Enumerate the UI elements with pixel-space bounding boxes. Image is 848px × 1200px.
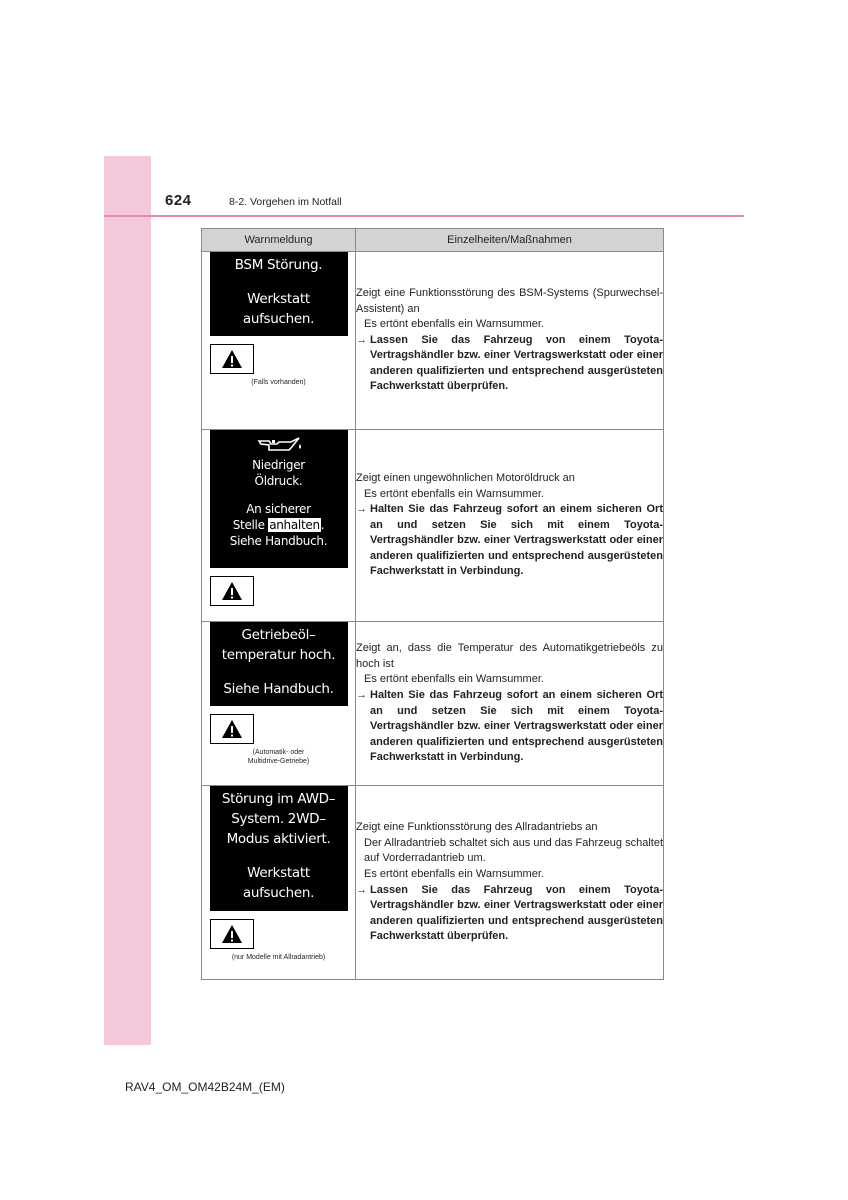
display-line: Siehe Handbuch. (229, 534, 328, 548)
display-line: Modus aktiviert. (226, 831, 331, 847)
chapter-tab-band (104, 156, 151, 1045)
display-line: An sicherer (246, 502, 311, 516)
display-line: Öldruck. (254, 474, 303, 488)
warning-triangle-icon (210, 714, 254, 744)
document-code: RAV4_OM_OM42B24M_(EM) (125, 1080, 285, 1094)
action-text: → Lassen Sie das Fahrzeug von einem Toyota-Vertragshändler bzw. einer Vertragswerkstatt oder einer anderen qualifizierten und entsprechend ausgerüsteten Fachwerkstatt überprüfen. (356, 883, 663, 943)
table-row (202, 252, 664, 430)
arrow-icon: → (356, 688, 367, 701)
page-number: 624 (165, 192, 192, 209)
table-header-row (202, 229, 664, 252)
description-text: Zeigt eine Funktionsstörung des Allradantriebs an (356, 821, 598, 834)
description-text: Zeigt einen ungewöhnlichen Motoröldruck an (356, 471, 575, 484)
action-text: → Halten Sie das Fahrzeug sofort an einem sicheren Ort an und setzen Sie sich mit einem Toyota-Vertragshändler bzw. einer Vertragswerkstatt oder einer anderen qualifizierten und entsprechend ausgerüsteten Fachwerkstatt in Verbindung. (356, 503, 663, 578)
arrow-icon: → (356, 333, 367, 346)
display-message (210, 622, 348, 706)
table-row (202, 622, 664, 786)
display-message (210, 252, 348, 336)
action-text: → Lassen Sie das Fahrzeug von einem Toyota-Vertragshändler bzw. einer Vertragswerkstatt oder einer anderen qualifizierten und entsprechend ausgerüsteten Fachwerkstatt überprüfen. (356, 333, 663, 393)
details-cell (356, 786, 664, 980)
action-text: → Halten Sie das Fahrzeug sofort an einem sicheren Ort an und setzen Sie sich mit einem Toyota-Vertragshändler bzw. einer Vertragswerkstatt oder einer anderen qualifizierten und entsprechend ausgerüsteten Fachwerkstatt in Verbindung. (356, 688, 663, 764)
warning-cell (202, 252, 356, 430)
arrow-icon: → (356, 503, 367, 516)
column-header-warning: Warnmeldung (202, 229, 356, 252)
sub-text: Der Allradantrieb schaltet sich aus und das Fahrzeug schaltet auf Vorderradantrieb um. (364, 836, 663, 865)
table-row (202, 430, 664, 622)
availability-note: (Automatik- oder Multidrive-Getriebe) (247, 749, 310, 765)
sub-text: Es ertönt ebenfalls ein Warnsummer. (364, 318, 544, 331)
availability-note: (Falls vorhanden) (251, 379, 306, 386)
display-line: Siehe Handbuch. (223, 681, 334, 697)
sub-text: Es ertönt ebenfalls ein Warnsummer. (364, 673, 544, 686)
display-line: Getriebeöl– (241, 627, 316, 643)
display-line: Werkstatt (247, 865, 310, 881)
description-text: Zeigt an, dass die Temperatur des Automatikgetriebeöls zu hoch ist (356, 642, 663, 670)
display-message (210, 430, 348, 568)
details-cell (356, 252, 664, 430)
warning-cell (202, 786, 356, 980)
warning-triangle-icon (210, 919, 254, 949)
display-line: temperatur hoch. (221, 647, 336, 663)
display-line: aufsuchen. (242, 885, 315, 901)
availability-note: (nur Modelle mit Allradantrieb) (231, 954, 326, 961)
section-title: 8-2. Vorgehen im Notfall (229, 196, 342, 208)
header-rule (104, 215, 744, 217)
oil-can-icon (210, 435, 348, 457)
sub-text: Es ertönt ebenfalls ein Warnsummer. (364, 867, 544, 880)
display-message (210, 786, 348, 911)
warning-cell (202, 430, 356, 622)
warning-triangle-icon (210, 576, 254, 606)
column-header-details: Einzelheiten/Maßnahmen (356, 229, 664, 252)
warning-table (201, 228, 664, 980)
warning-triangle-icon (210, 344, 254, 374)
sub-text: Es ertönt ebenfalls ein Warnsummer. (364, 487, 544, 500)
details-cell (356, 430, 664, 622)
description-text: Zeigt eine Funktionsstörung des BSM-Systems (Spurwechsel-Assistent) an (356, 286, 663, 315)
table-row (202, 786, 664, 980)
display-line: Stelle anhalten. (232, 518, 325, 532)
display-line: Werkstatt (247, 291, 310, 307)
arrow-icon: → (356, 883, 367, 896)
warning-cell (202, 622, 356, 786)
display-line: BSM Störung. (234, 257, 323, 273)
details-cell (356, 622, 664, 786)
display-line: System. 2WD– (231, 811, 326, 827)
display-line: Niedriger (252, 458, 305, 472)
display-line: Störung im AWD– (221, 791, 336, 807)
display-line: aufsuchen. (242, 311, 315, 327)
